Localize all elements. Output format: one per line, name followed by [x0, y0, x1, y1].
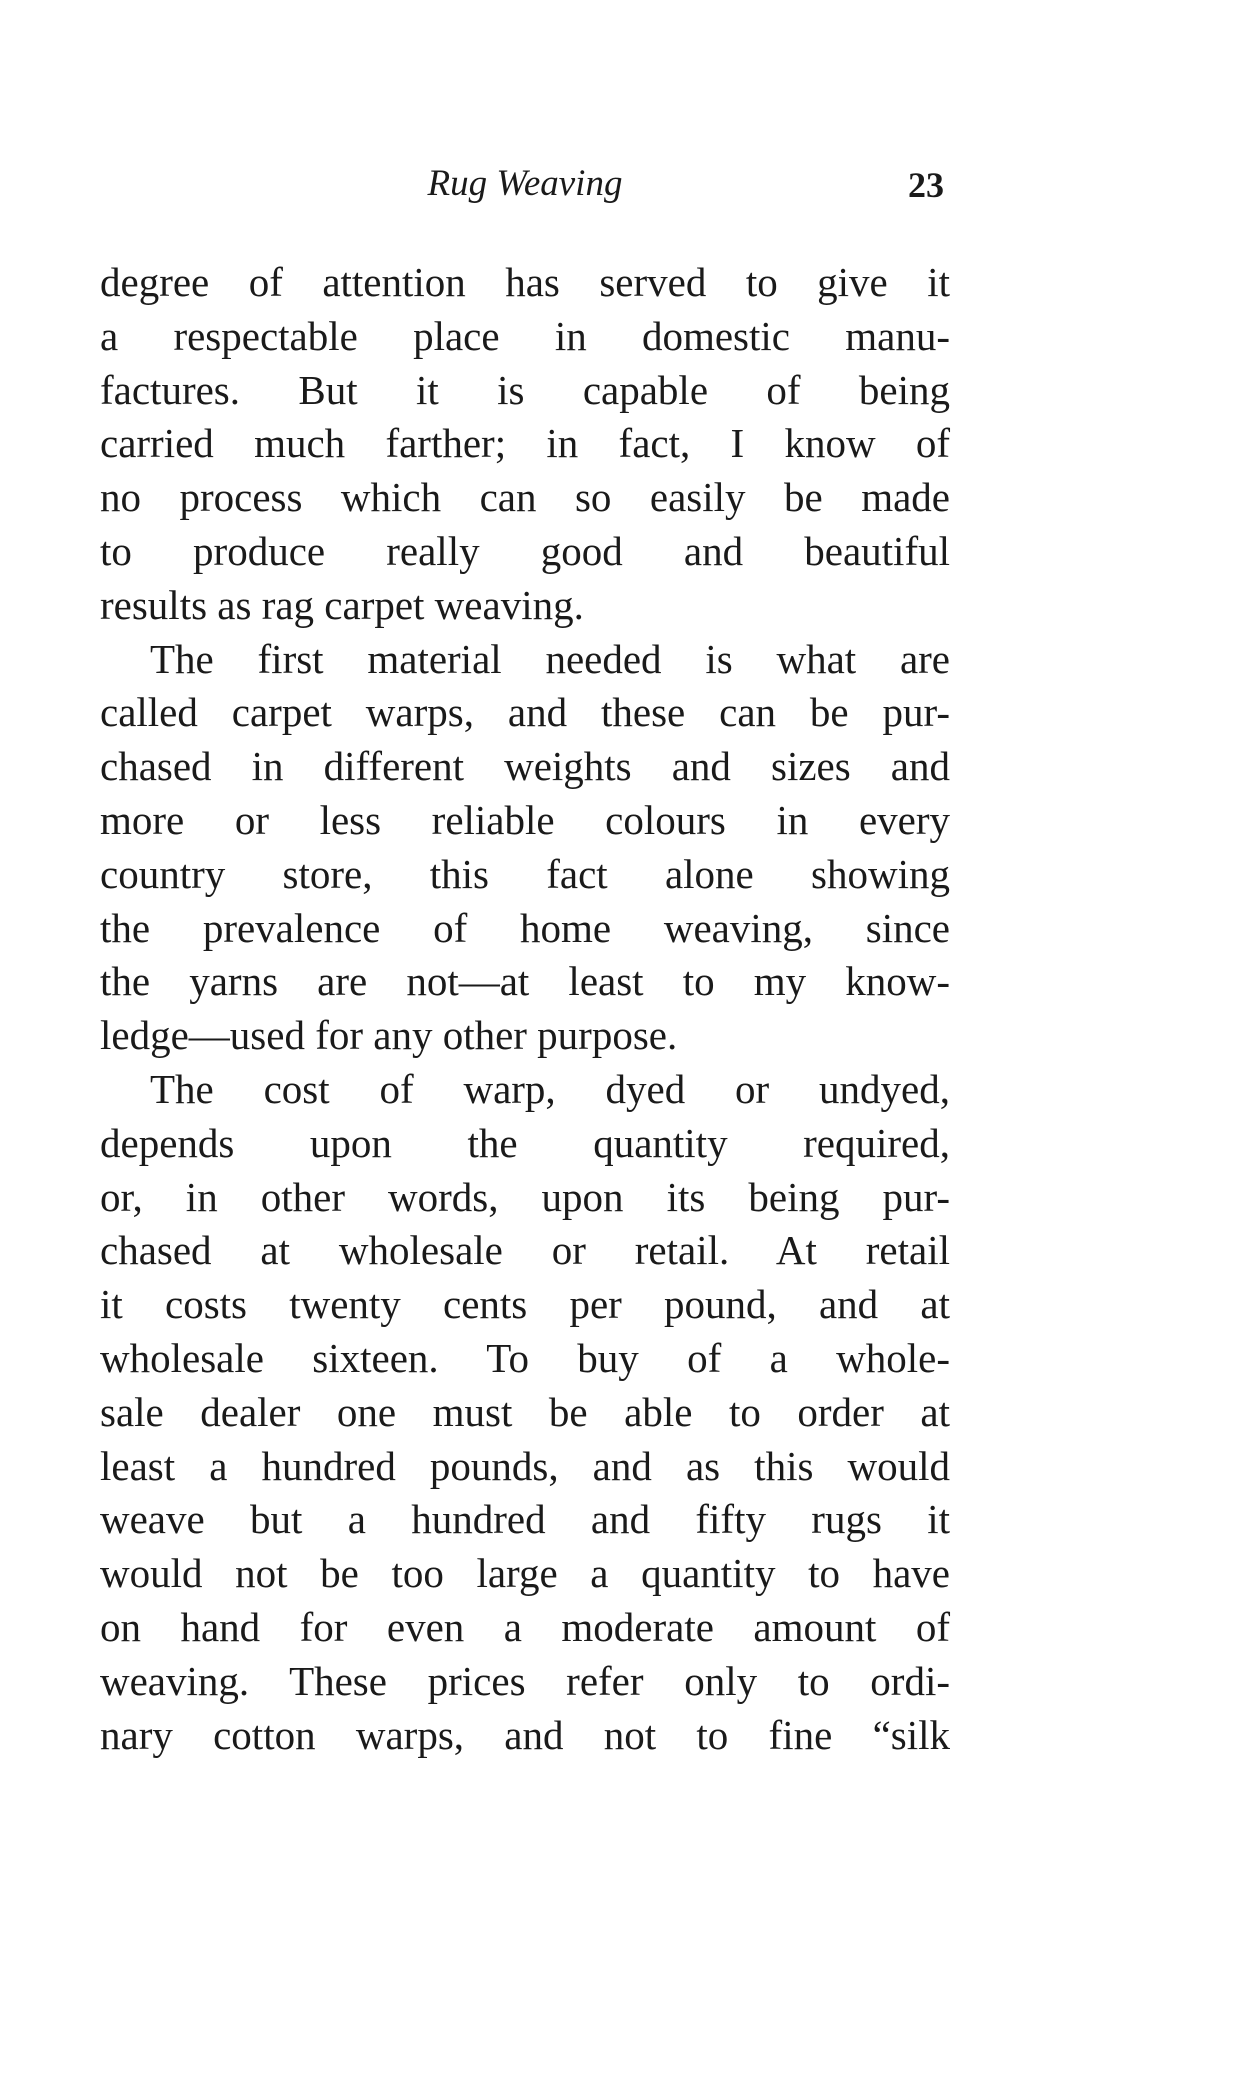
text-line: weaving. These prices refer only to ordi-	[100, 1657, 950, 1704]
text-line: country store, this fact alone showing	[100, 850, 950, 897]
text-line: The first material needed is what are	[150, 635, 950, 682]
text-line: The cost of warp, dyed or undyed,	[150, 1065, 950, 1112]
text-line: factures. But it is capable of being	[100, 366, 950, 413]
text-line: wholesale sixteen. To buy of a whole-	[100, 1334, 950, 1381]
text-line: chased at wholesale or retail. At retail	[100, 1227, 950, 1274]
text-line: results as rag carpet weaving.	[100, 581, 584, 628]
page-header	[100, 162, 950, 212]
text-line: the yarns are not—at least to my know-	[100, 958, 950, 1005]
text-line: called carpet warps, and these can be pur-	[100, 689, 950, 736]
text-line: degree of attention has served to give it	[100, 259, 950, 305]
text-line: it costs twenty cents per pound, and at	[100, 1281, 950, 1328]
page-number: 23	[908, 165, 944, 205]
text-line: sale dealer one must be able to order at	[100, 1388, 950, 1435]
body-text	[100, 256, 950, 1762]
running-title: Rug Weaving	[427, 163, 623, 204]
text-line: would not be too large a quantity to have	[100, 1550, 950, 1597]
text-line: depends upon the quantity required,	[100, 1119, 950, 1166]
text-line: no process which can so easily be made	[100, 474, 950, 521]
text-line: weave but a hundred and fifty rugs it	[100, 1496, 950, 1543]
text-line: or, in other words, upon its being pur-	[100, 1173, 950, 1220]
text-line: the prevalence of home weaving, since	[100, 904, 950, 951]
text-line: ledge—used for any other purpose.	[100, 1012, 678, 1059]
text-line: a respectable place in domestic manu-	[100, 312, 950, 359]
text-line: carried much farther; in fact, I know of	[100, 420, 950, 467]
text-line: chased in different weights and sizes and	[100, 743, 950, 790]
text-line: least a hundred pounds, and as this would	[100, 1442, 950, 1489]
text-line: more or less reliable colours in every	[100, 796, 950, 843]
text-line: on hand for even a moderate amount of	[100, 1603, 950, 1650]
text-line: nary cotton warps, and not to fine “silk	[100, 1711, 950, 1758]
text-line: to produce really good and beautiful	[100, 527, 950, 574]
